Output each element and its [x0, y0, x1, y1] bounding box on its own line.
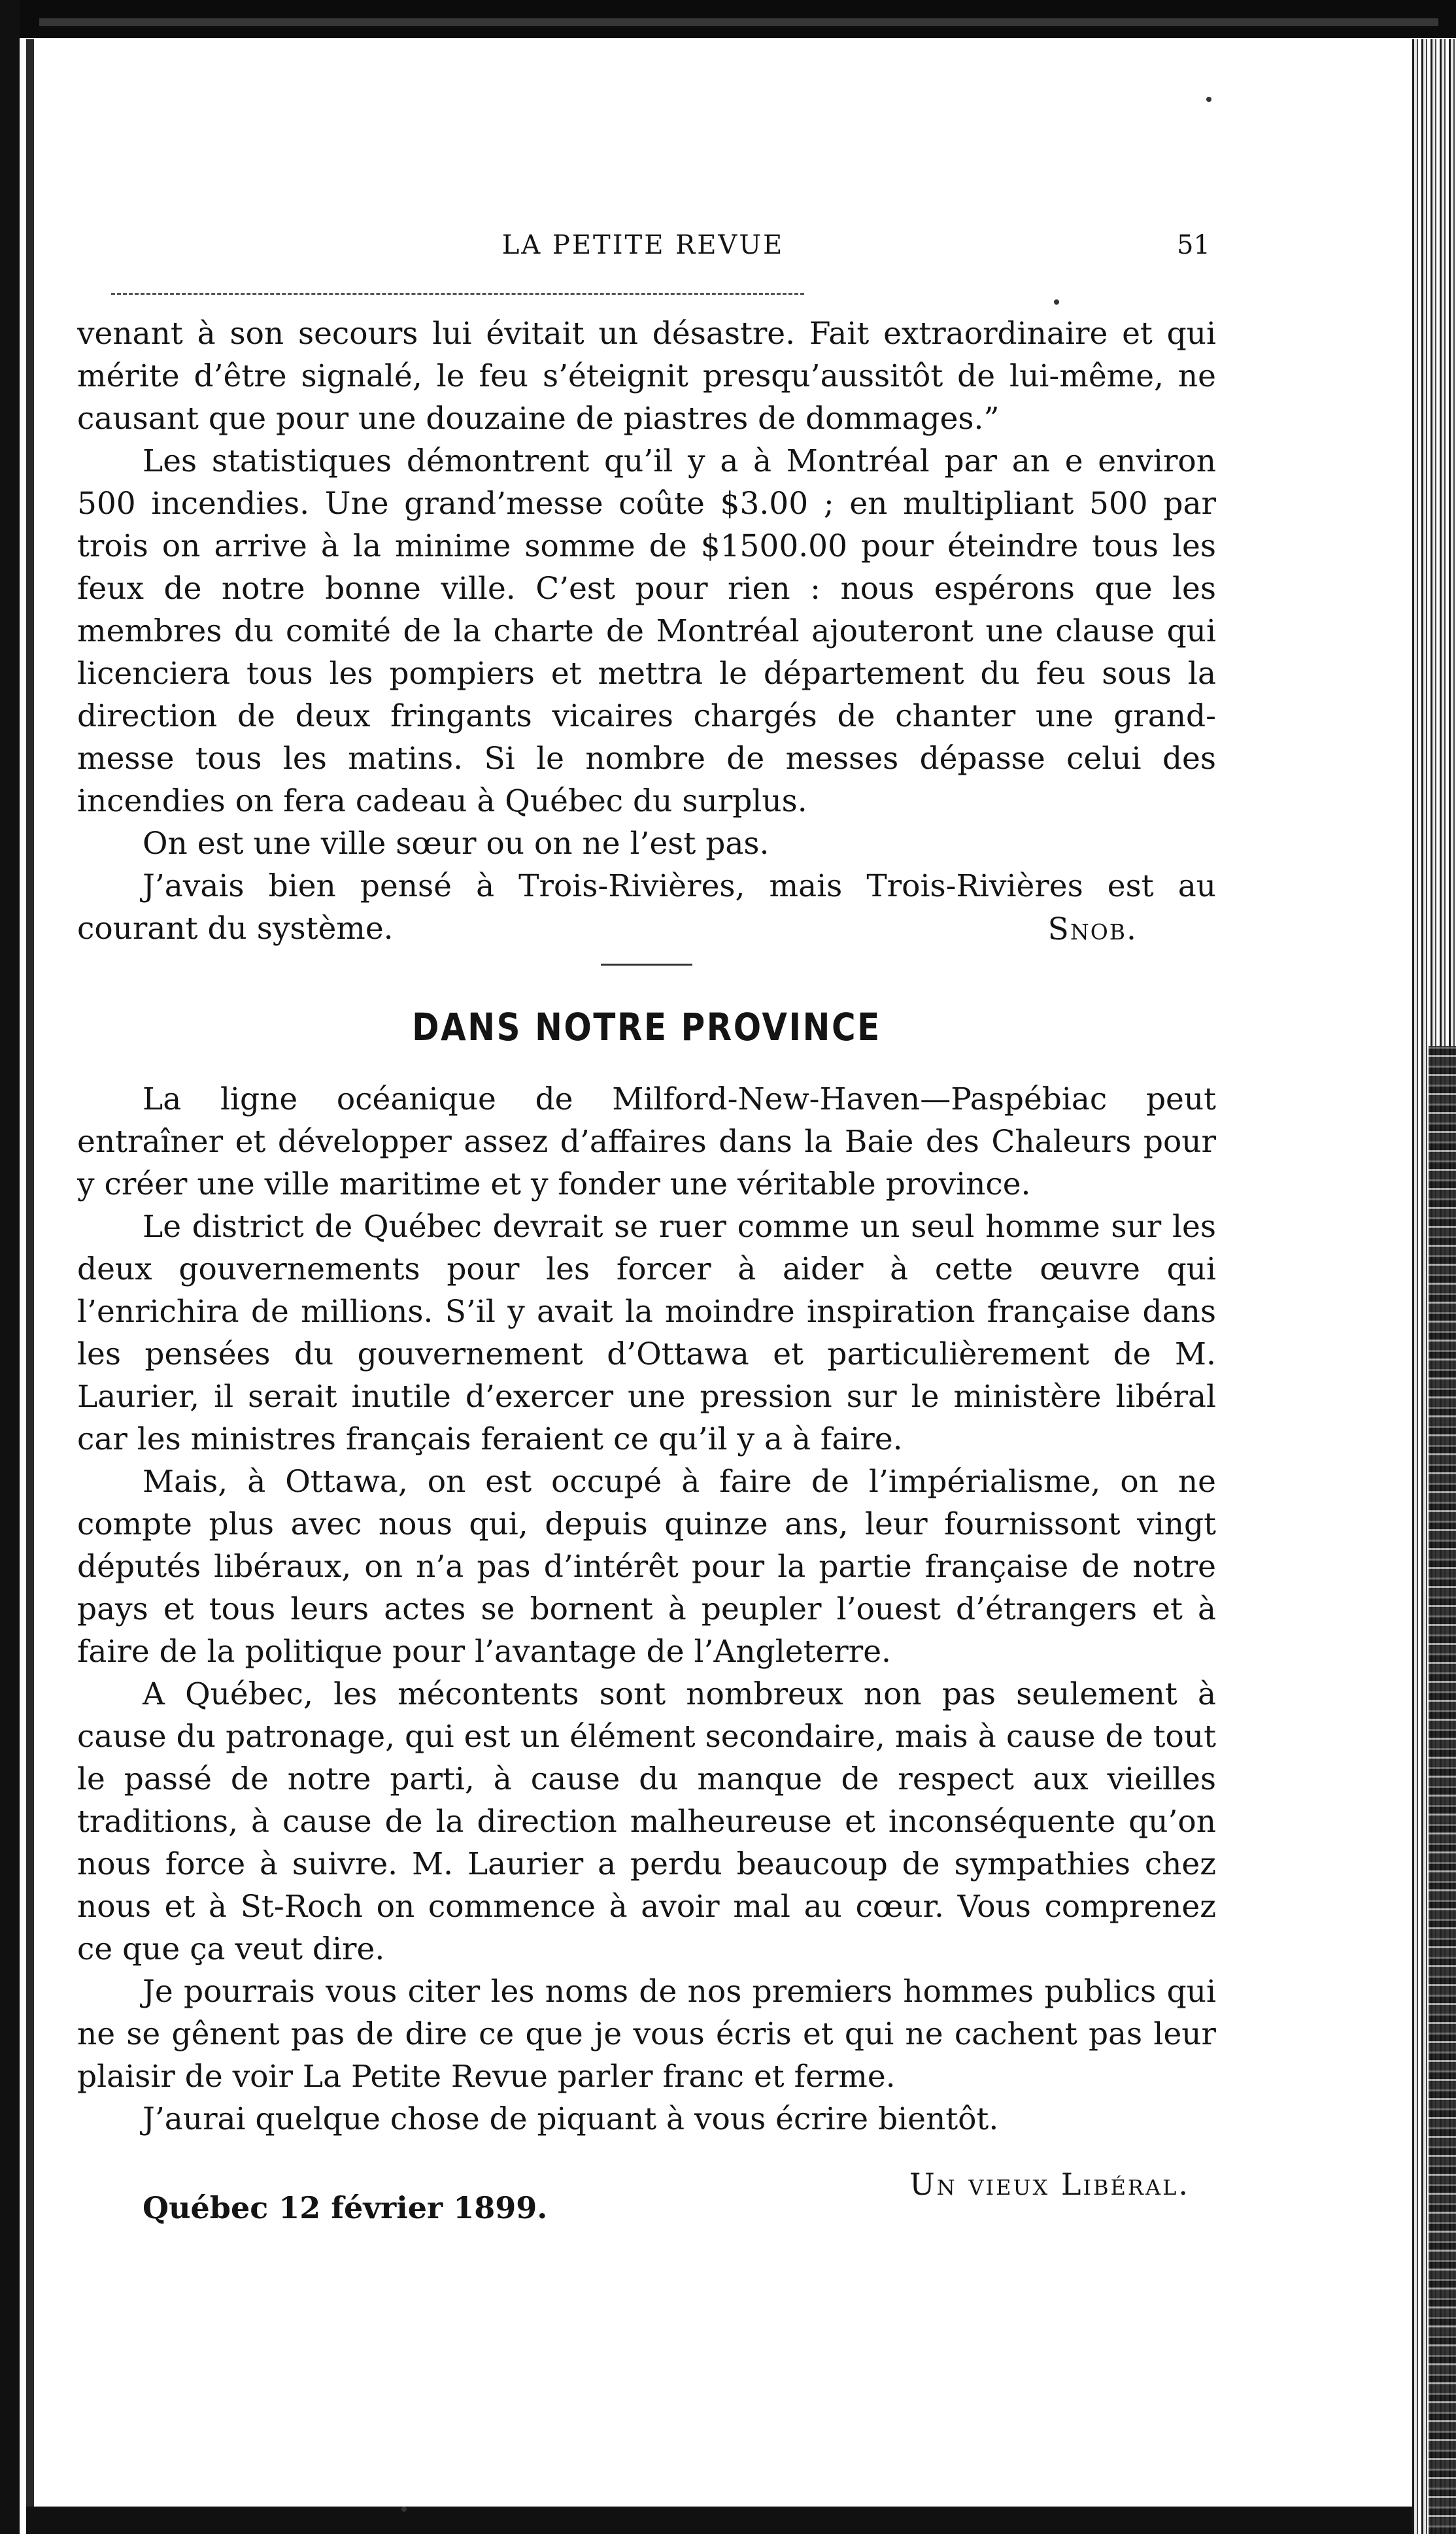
paragraph: La ligne océanique de Milford-New-Haven—Paspébiac peut entraîner et développer assez d’affaires dans la Baie des Chaleurs pour y créer une ville maritime et y fonder une véritable province. — [77, 1081, 1216, 1202]
paragraph: J’aurai quelque chose de piquant à vous écrire bientôt. — [143, 2101, 999, 2137]
article-signature: Un vieux Libéral. — [909, 2167, 1190, 2202]
speck — [1206, 97, 1211, 102]
speck — [401, 2507, 407, 2512]
paragraph: J’avais bien pensé à Trois-Rivières, mais Trois-Rivières est au courant du système. — [77, 868, 1216, 947]
paragraph: A Québec, les mécontents sont nombreux non pas seulement à cause du patronage, qui est un élément secondaire, mais à cause de tout le passé de notre parti, à cause du manque de respect aux vieilles traditions, à cause de la direction malheureuse et inconséquente qu’on nous force à suivre. M. Laurier a perdu beaucoup de sympathies chez nous et à St-Roch on commence à avoir mal au cœur. Vous comprenez ce que ça veut dire. — [77, 1676, 1216, 1967]
dateline: Québec 12 février 1899. — [143, 2190, 548, 2225]
signature-row — [77, 2167, 1216, 2245]
scan-border-top-shade — [39, 18, 1438, 26]
paragraph: On est une ville sœur ou on ne l’est pas. — [143, 826, 770, 862]
article-continued — [77, 313, 1216, 951]
paragraph: Je pourrais vous citer les noms de nos premiers hommes publics qui ne se gênent pas de dire ce que je vous écris et qui ne cachent pas leur plaisir de voir La Petite Revue parler franc et ferme. — [77, 1974, 1216, 2095]
scan-border-right-dark — [1429, 1046, 1456, 2534]
section-separator — [601, 964, 692, 966]
running-title: LA PETITE REVUE — [501, 230, 785, 260]
scan-border-left-inner — [26, 39, 34, 2524]
scan-border-bottom — [26, 2507, 1412, 2534]
paragraph: venant à son secours lui évitait un désastre. Fait extraordinaire et qui mérite d’être signalé, le feu s’éteignit presqu’aussitôt de lui-même, ne causant que pour une douzaine de piastres de dommages.” — [77, 316, 1216, 437]
speck — [1054, 299, 1059, 305]
page-number: 51 — [1177, 230, 1210, 260]
paragraph: Les statistiques démontrent qu’il y a à Montréal par an e environ 500 incendies. Une grand’messe coûte $3.00 ; en multipliant 500 par trois on arrive à la minime somme de $1500.00 pour éteindre tous les feux de notre bonne ville. C’est pour rien : nous espérons que les membres du comité de la charte de Montréal ajouteront une clause qui licenciera tous les pompiers et mettra le département du feu sous la direction de deux fringants vicaires chargés de chanter une grand-messe tous les matins. Si le nombre de messes dépasse celui des incendies on fera cadeau à Québec du surplus. — [77, 443, 1216, 819]
paragraph: Mais, à Ottawa, on est occupé à faire de l’impérialisme, on ne compte plus avec nous qui, depuis quinze ans, leur fournissont vingt députés libéraux, on n’a pas d’intérêt pour la partie française de notre pays et tous leurs actes se bornent à peupler l’ouest d’étrangers et à faire de la politique pour l’avantage de l’Angleterre. — [77, 1464, 1216, 1670]
page-body — [77, 313, 1216, 2245]
section-title: DANS NOTRE PROVINCE — [412, 1005, 881, 1049]
article-signature: Snob. — [1047, 911, 1138, 947]
paragraph: Le district de Québec devrait se ruer comme un seul homme sur les deux gouvernements pour les forcer à aider à cette œuvre qui l’enrichira de millions. S’il y avait la moindre inspiration française dans les pensées du gouvernement d’Ottawa et particulièrement de M. Laurier, il serait inutile d’exercer une pression sur le ministère libéral car les ministres français feraient ce qu’il y a à faire. — [77, 1209, 1216, 1457]
header-rule — [111, 293, 804, 295]
scan-border-left — [0, 0, 20, 2534]
article-dans-notre-province — [77, 1005, 1216, 2245]
